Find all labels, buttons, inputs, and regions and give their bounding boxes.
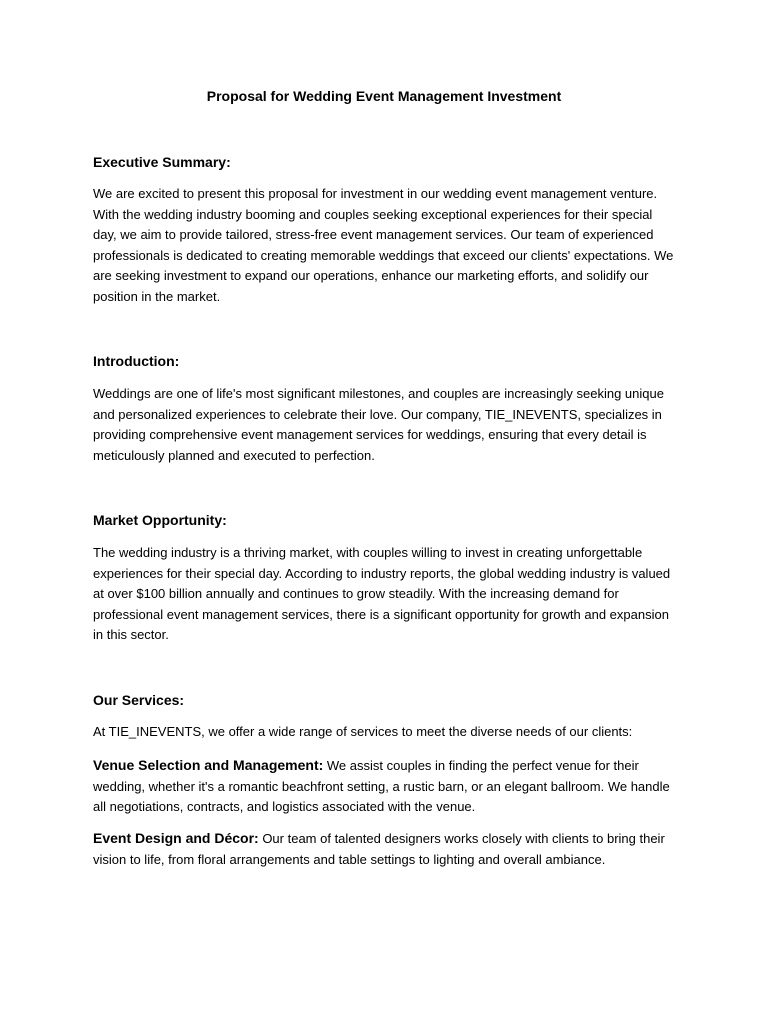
service-item-title: Venue Selection and Management: [93, 757, 324, 773]
market-opportunity-heading: Market Opportunity: [93, 512, 227, 528]
introduction-heading: Introduction: [93, 353, 180, 369]
market-opportunity-paragraph: The wedding industry is a thriving market, with couples willing to invest in creating unforgettable experiences for their special day. According to industry reports, the global wedding industry is valued at over $100 billion annually and continues to grow steadily. With the increasing demand for professional event management services, there is a significant opportunity for growth and expansion in this sector. [93, 545, 671, 642]
our-services-intro: At TIE_INEVENTS, we offer a wide range of services to meet the diverse needs of our clients: [93, 724, 633, 739]
executive-summary-heading: Executive Summary: [93, 154, 231, 170]
our-services-heading: Our Services: [93, 692, 185, 708]
introduction-paragraph: Weddings are one of life's most significant milestones, and couples are increasingly seeking unique and personalized experiences to celebrate their love. Our company, TIE_INEVENTS, specializes in providing comprehensive event management services for weddings, ensuring that every detail is meticulously planned and executed to perfection. [93, 386, 664, 463]
executive-summary-paragraph: We are excited to present this proposal for investment in our wedding event management venture. With the wedding industry booming and couples seeking exceptional experiences for their special day, we aim to provide tailored, stress-free event management services. Our team of experienced professionals is dedicated to creating memorable weddings that exceed our clients' expectations. We are seeking investment to expand our operations, enhance our marketing efforts, and solidify our position in the market. [93, 186, 674, 304]
service-item-description: Our team of talented designers works closely with clients to bring their vision to life, from floral arrangements and table settings to lighting and overall ambiance. [93, 831, 665, 867]
service-item-title: Event Design and Décor: [93, 830, 259, 846]
service-item [93, 828, 678, 870]
service-item [93, 755, 678, 818]
service-item-description: We assist couples in finding the perfect venue for their wedding, whether it's a romantic beachfront setting, a rustic barn, or an elegant ballroom. We handle all negotiations, contracts, and logistics associated with the venue. [93, 758, 670, 814]
document-title: Proposal for Wedding Event Management Investment [206, 88, 562, 104]
